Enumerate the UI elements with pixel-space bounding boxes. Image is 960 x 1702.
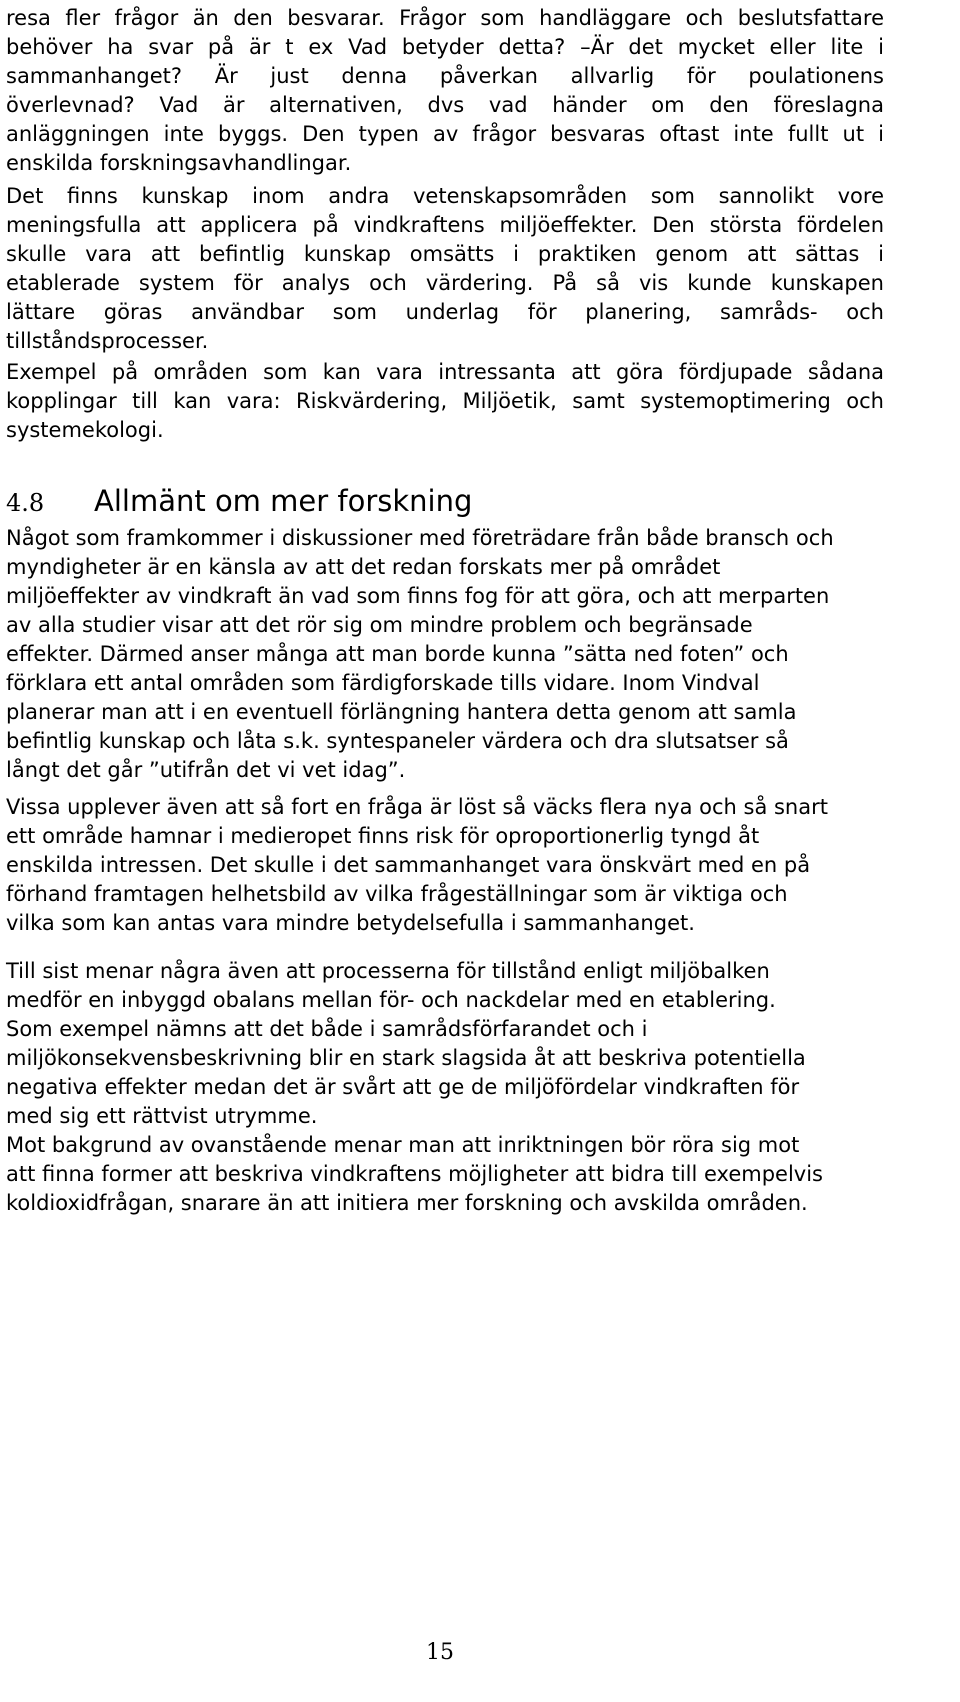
text-line: Mot bakgrund av ovanstående menar man att inriktningen bör röra sig mot	[6, 1133, 800, 1157]
text-line: enskilda intressen. Det skulle i det sammanhanget vara önskvärt med en på	[6, 853, 811, 877]
text-line: befintlig kunskap och låta s.k. syntespaneler värdera och dra slutsatser så	[6, 729, 789, 753]
text-line: kopplingar till kan vara: Riskvärdering, Miljöetik, samt systemoptimering och	[6, 389, 884, 413]
section-number: 4.8	[6, 489, 45, 517]
text-line: systemekologi.	[6, 418, 164, 442]
text-line: medför en inbyggd obalans mellan för- och nackdelar med en etablering.	[6, 988, 776, 1012]
text-line: av alla studier visar att det rör sig om mindre problem och begränsade	[6, 613, 753, 637]
text-line: skulle vara att befintlig kunskap omsätts i praktiken genom att sättas i	[6, 242, 884, 266]
page-number: 15	[426, 1640, 454, 1665]
paragraph-1	[6, 4, 884, 178]
text-line: negativa effekter medan det är svårt att ge de miljöfördelar vindkraften för	[6, 1075, 800, 1099]
text-line: tillståndsprocesser.	[6, 329, 209, 353]
text-line: Det finns kunskap inom andra vetenskapsområden som sannolikt vore	[6, 184, 884, 208]
text-line: vilka som kan antas vara mindre betydelsefulla i sammanhanget.	[6, 911, 695, 935]
text-line: myndigheter är en känsla av att det redan forskats mer på området	[6, 555, 721, 579]
text-line: koldioxidfrågan, snarare än att initiera mer forskning och avskilda områden.	[6, 1191, 808, 1215]
paragraph-2	[6, 182, 884, 356]
text-line: med sig ett rättvist utrymme.	[6, 1104, 318, 1128]
text-line: långt det går ”utifrån det vi vet idag”.	[6, 758, 406, 782]
text-line: miljöeffekter av vindkraft än vad som finns fog för att göra, och att merparten	[6, 584, 830, 608]
text-line: resa fler frågor än den besvarar. Frågor som handläggare och beslutsfattare	[6, 6, 884, 30]
text-line: effekter. Därmed anser många att man borde kunna ”sätta ned foten” och	[6, 642, 789, 666]
paragraph-6	[6, 957, 884, 1131]
text-line: överlevnad? Vad är alternativen, dvs vad händer om den föreslagna	[6, 93, 884, 117]
text-line: lättare göras användbar som underlag för planering, samråds- och	[6, 300, 884, 324]
text-line: behöver ha svar på är t ex Vad betyder detta? –Är det mycket eller lite i	[6, 35, 884, 59]
text-line: enskilda forskningsavhandlingar.	[6, 151, 352, 175]
text-line: förhand framtagen helhetsbild av vilka frågeställningar som är viktiga och	[6, 882, 788, 906]
text-line: Vissa upplever även att så fort en fråga är löst så väcks flera nya och så snart	[6, 795, 828, 819]
text-line: anläggningen inte byggs. Den typen av frågor besvaras oftast inte fullt ut i	[6, 122, 884, 146]
text-line: förklara ett antal områden som färdigforskade tills vidare. Inom Vindval	[6, 671, 760, 695]
text-line: Exempel på områden som kan vara intressanta att göra fördjupade sådana	[6, 360, 884, 384]
text-line: sammanhanget? Är just denna påverkan allvarlig för poulationens	[6, 64, 884, 88]
text-line: etablerade system för analys och värdering. På så vis kunde kunskapen	[6, 271, 884, 295]
text-line: Som exempel nämns att det både i samrådsförfarandet och i	[6, 1017, 648, 1041]
text-line: planerar man att i en eventuell förlängning hantera detta genom att samla	[6, 700, 797, 724]
paragraph-7	[6, 1131, 884, 1218]
paragraph-3	[6, 358, 884, 445]
paragraph-4	[6, 524, 884, 785]
text-line: ett område hamnar i medieropet finns risk för oproportionerlig tyngd åt	[6, 824, 760, 848]
text-line: att finna former att beskriva vindkraftens möjligheter att bidra till exempelvis	[6, 1162, 823, 1186]
text-line: meningsfulla att applicera på vindkraftens miljöeffekter. Den största fördelen	[6, 213, 884, 237]
section-heading	[6, 484, 472, 518]
text-line: Något som framkommer i diskussioner med företrädare från både bransch och	[6, 526, 834, 550]
section-title: Allmänt om mer forskning	[94, 484, 473, 518]
text-line: Till sist menar några även att processerna för tillstånd enligt miljöbalken	[6, 959, 770, 983]
text-line: miljökonsekvensbeskrivning blir en stark slagsida åt att beskriva potentiella	[6, 1046, 806, 1070]
paragraph-5	[6, 793, 884, 938]
